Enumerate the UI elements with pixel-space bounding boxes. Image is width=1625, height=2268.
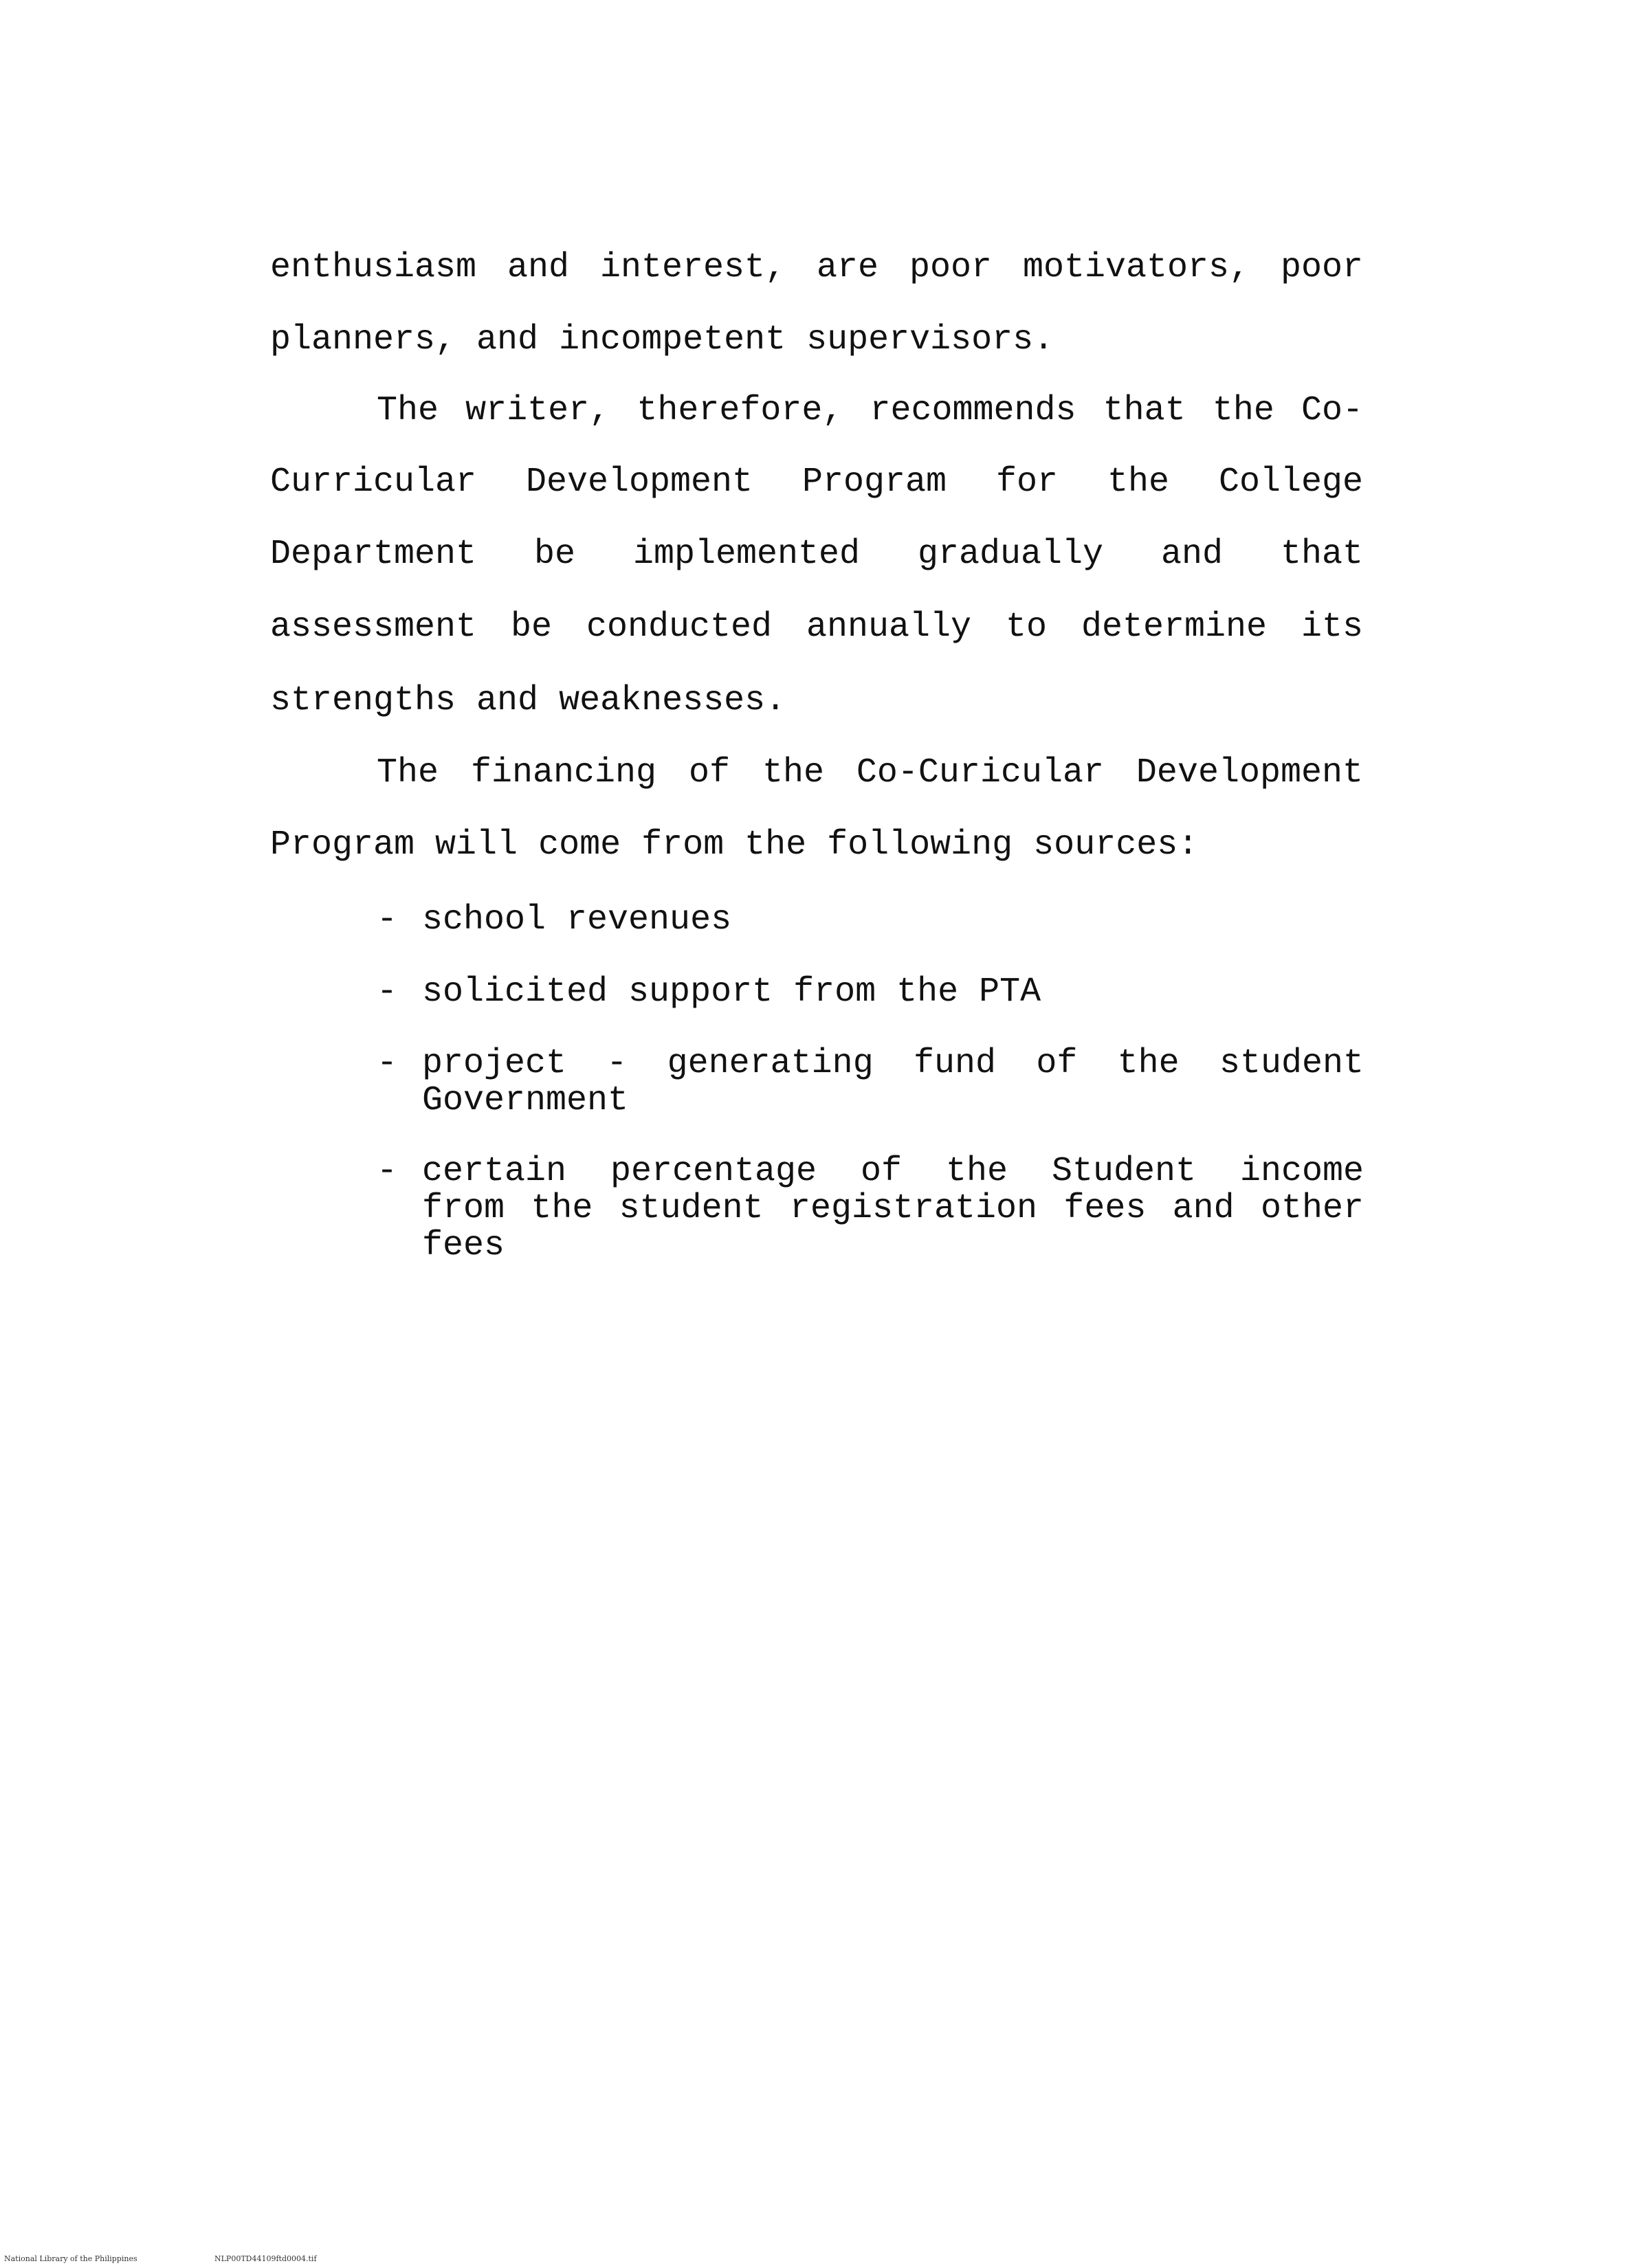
list-item-line: project - generating fund of the student (422, 1044, 1364, 1083)
paragraph-line: The writer, therefore, recommends that the Co- (377, 391, 1363, 430)
paragraph-line: The financing of the Co-Curicular Development (377, 753, 1363, 792)
list-item-line: solicited support from the PTA (422, 972, 1041, 1012)
list-dash: - (377, 972, 398, 1012)
paragraph-line: enthusiasm and interest, are poor motivators, poor (270, 248, 1363, 287)
paragraph-line: strengths and weaknesses. (270, 681, 786, 720)
list-item-line: school revenues (422, 900, 732, 940)
list-dash: - (377, 900, 398, 940)
list-dash: - (377, 1152, 398, 1191)
footer-library-name: National Library of the Philippines (4, 2254, 137, 2263)
list-item-text (422, 1153, 1364, 1265)
footer-file-name: NLP00TD44109ftd0004.tif (214, 2254, 317, 2263)
list-dash: - (377, 1044, 398, 1083)
list-item-text (422, 902, 1364, 939)
paragraph-line: Curricular Development Program for the College (270, 463, 1363, 502)
list-item-line: certain percentage of the Student income (422, 1152, 1364, 1191)
paragraph-line: planners, and incompetent supervisors. (270, 320, 1054, 359)
paragraph-line: Department be implemented gradually and that (270, 535, 1363, 574)
list-item-line: Government (422, 1081, 629, 1120)
paragraph-line: Program will come from the following sources: (270, 825, 1199, 865)
list-item-text (422, 974, 1364, 1011)
list-item-line: from the student registration fees and other (422, 1189, 1364, 1228)
paragraph-line: assessment be conducted annually to determine its (270, 608, 1363, 647)
list-item-line: fees (422, 1226, 505, 1265)
list-item-text (422, 1045, 1364, 1120)
